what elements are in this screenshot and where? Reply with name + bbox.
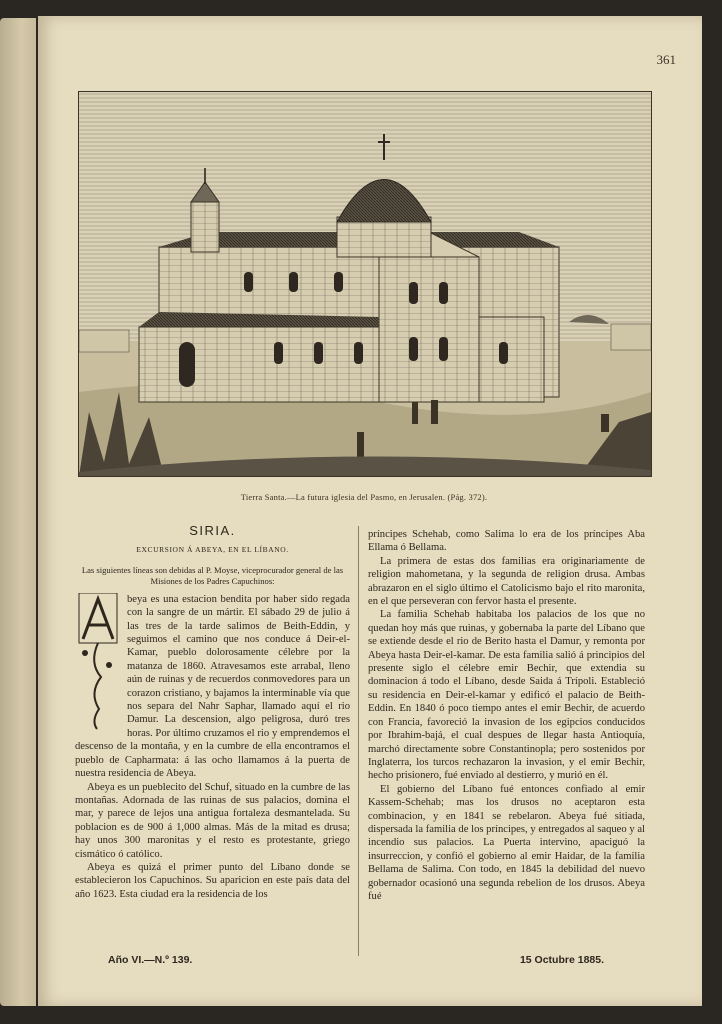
article-column-right: [368, 528, 645, 903]
page-number: 361: [656, 52, 676, 67]
paragraph: Abeya es un pueblecito del Schuf, situado en la cumbre de las montañas. Adornada de las ruinas de sus palacios, domina el mar, y parece de lejos una antigua fortaleza desmantelada. Su poblacion es de 900 á 1,000 almas. Más de la mitad es drusa; hay unos 300 maronitas y el resto es protestante, griego cismático ó católico.: [75, 781, 350, 860]
magazine-page: [38, 16, 702, 1006]
article-title: SIRIA.: [189, 523, 236, 538]
paragraph: El gobierno del Líbano fué entonces confiado al emir Kassem-Schehab; mas los drusos no aceptaron esta combinacion, y en 1841 se rebelaron. Abeya fué sitiada, dispersada la familia de los príncipes, y entregados al saqueo y al incendio sus palacios. La Puerta intervino, apaciguó la insurreccion, y confió el gobierno al emir Haidar, de la familia Bellama de Salima. Con todo, en 1845 la debilidad del nuevo gobernador ocasionó una segunda rebelion de los drusos. Abeya fué: [368, 783, 645, 902]
paragraph: beya es una estacion bendita por haber sido regada con la sangre de un mártir. El sábado 29 de julio á las tres de la tarde salimos de Beith-Eddin, y seguimos el camino que nos conduce á Deir-el-Kamar, pueblo dolorosamente célebre por la matanza de 1860. Atravesamos este arrabal, lleno aún de ruinas y de recuerdos conmovedores para un corazon cristiano, y bajamos la interminable vía que nos separa del Nahr Saphar, llamado aquí el rio Damur. La descension, algo peligrosa, duró tres horas. Por último cruzamos el rio y emprendemos el descenso de la montaña, y en la cumbre de ella encontramos el pueblo de Capharmata: á las ocho llamamos á la puerta de nuestra residencia de Abeya.: [75, 593, 350, 780]
article-intro: Las siguientes líneas son debidas al P. Moyse, viceprocurador general de las Misiones de los Padres Capuchinos:: [81, 564, 344, 586]
article-subtitle: EXCURSION Á ABEYA, EN EL LÍBANO.: [136, 545, 289, 555]
paragraph: príncipes Schehab, como Salima lo era de los príncipes Aba Ellama ó Bellama.: [368, 529, 645, 554]
paragraph: La familia Schehab habitaba los palacios de los que no quedan hoy más que ruinas, y gobernaba la parte del Líbano que se extiende desde el rio de Berito hasta el Damur, y remonta por Abeya hasta Deir-el-kamar. De esta familia salió á principios del presente siglo el célebre emir Bechir, que extendia su dominacion á todo el Líbano, desde Saida á Trípoli. Estableció su residencia en Deir-el-kamar y edificó el palacio de Beith-Eddin. En 1840 ó poco tiempo antes el emir Bechir, de acuerdo con Francia, favoreció la invasion de los egipcios conducidos por Ibrahim-bajá, el cual despues de llegar hasta Antioquía, marchó directamente sobre Constantinopla; pero sostenidos por Inglaterra, los turcos rechazaron la invasion, y el emir Bechir, hecho prisionero, fué enviado al destierro, y murió en él.: [368, 609, 645, 782]
issue-date: 15 Octubre 1885.: [519, 954, 604, 966]
facing-page-edge: [0, 18, 36, 1006]
column-divider: [358, 526, 359, 956]
issue-number: Año VI.—N.º 139.: [108, 954, 193, 966]
paragraph: Abeya es quizá el primer punto del Líbano donde se establecieron los Capuchinos. Su aparicion en este país data del año 1623. Esta ciudad era la residencia de los: [75, 861, 350, 900]
drop-cap-letter: A: [97, 634, 99, 636]
engraving-caption: Tierra Santa.—La futura iglesia del Pasmo, en Jerusalen. (Pág. 372).: [240, 492, 488, 502]
ornamental-drop-cap: [75, 593, 121, 731]
church-engraving: [78, 91, 652, 477]
article-column-left: [75, 524, 350, 901]
paragraph: La primera de estas dos familias era originariamente de religion mahometana, y la segunda de religion drusa. Ambas abrazaron en el siglo último el Catolicismo bajo el rito maronita, en el que perseveran con fervor hasta el presente.: [368, 555, 645, 608]
